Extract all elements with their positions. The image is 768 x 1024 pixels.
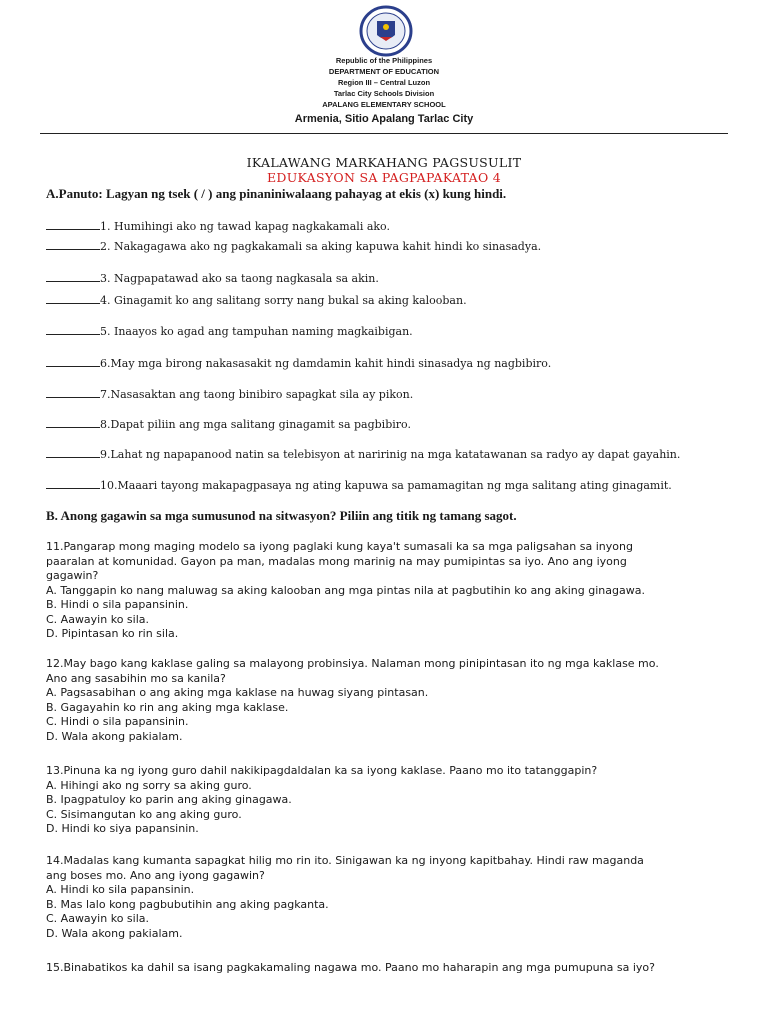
question-text: gagawin? [46, 569, 99, 582]
question-text: Ano ang sasabihin mo sa kanila? [46, 671, 226, 685]
list-item: 9.Lahat ng napapanood natin sa telebisyon at naririnig na mga katatawanan sa radyo ay dapat gayahin. [46, 448, 680, 461]
choice-d[interactable]: D. Pipintasan ko rin sila. [46, 627, 179, 640]
list-item: 2. Nakagagawa ako ng pagkakamali sa aking kapuwa kahit hindi ko sinasadya. [46, 240, 541, 253]
choice-d[interactable]: D. Wala akong pakialam. [46, 729, 183, 743]
list-item: 1. Humihingi ako ng tawad kapag nagkakamali ako. [46, 220, 390, 233]
part-b-directions: B. Anong gagawin sa mga sumusunod na sitwasyon? Piliin ang titik ng tamang sagot. [46, 508, 517, 523]
exam-subtitle: EDUKASYON SA PAGPAPAKATAO 4 [266, 170, 502, 185]
part-a-directions: A.Panuto: Lagyan ng tsek ( / ) ang pinaniniwalaang pahayag at ekis (x) kung hindi. [46, 186, 507, 201]
question-13 [46, 764, 726, 837]
header-line: Region III – Central Luzon [337, 78, 431, 87]
question-12 [46, 657, 726, 744]
choice-b[interactable]: B. Hindi o sila papansinin. [46, 598, 189, 611]
header-divider [40, 133, 728, 134]
choice-b[interactable]: B. Ipagpatuloy ko parin ang aking ginagawa. [46, 793, 292, 806]
header-line: DEPARTMENT OF EDUCATION [328, 67, 440, 76]
question-text: 13.Pinuna ka ng iyong guro dahil nakikipagdaldalan ka sa iyong kaklase. Paano mo ito tatanggapin? [46, 764, 598, 777]
school-address: Armenia, Sitio Apalang Tarlac City [294, 113, 474, 125]
list-item: 8.Dapat piliin ang mga salitang ginagamit sa pagbibiro. [46, 418, 411, 431]
list-item: 10.Maaari tayong makapagpasaya ng ating kapuwa sa pamamagitan ng mga salitang ating ginagamit. [46, 479, 672, 492]
list-item: 5. Inaayos ko agad ang tampuhan naming magkaibigan. [46, 325, 413, 338]
answer-blank[interactable] [46, 325, 100, 335]
question-text: 15.Binabatikos ka dahil sa isang pagkakamaling nagawa mo. Paano mo haharapin ang mga pumupuna sa iyo? [46, 961, 655, 974]
question-text: paaralan at komunidad. Gayon pa man, madalas mong marinig na may pumipintas sa iyo. Ano ang iyong [46, 554, 627, 568]
answer-blank[interactable] [46, 220, 100, 230]
question-11 [46, 540, 726, 642]
choice-c[interactable]: C. Aawayin ko sila. [46, 912, 149, 925]
header-line: Republic of the Philippines [335, 56, 433, 65]
question-text: 14.Madalas kang kumanta sapagkat hilig mo rin ito. Sinigawan ka ng inyong kapitbahay. Hindi raw maganda [46, 854, 644, 867]
choice-d[interactable]: D. Wala akong pakialam. [46, 926, 183, 940]
choice-a[interactable]: A. Hindi ko sila papansinin. [46, 883, 195, 896]
answer-blank[interactable] [46, 388, 100, 398]
list-item: 7.Nasasaktan ang taong binibiro sapagkat sila ay pikon. [46, 388, 413, 401]
choice-c[interactable]: C. Hindi o sila papansinin. [46, 715, 189, 728]
question-text: ang boses mo. Ano ang iyong gagawin? [46, 868, 265, 882]
answer-blank[interactable] [46, 418, 100, 428]
answer-blank[interactable] [46, 479, 100, 489]
list-item: 4. Ginagamit ko ang salitang sorry nang bukal sa aking kalooban. [46, 294, 467, 307]
list-item: 3. Nagpapatawad ako sa taong nagkasala sa akin. [46, 272, 379, 285]
choice-b[interactable]: B. Mas lalo kong pagbubutihin ang aking pagkanta. [46, 897, 329, 911]
answer-blank[interactable] [46, 357, 100, 367]
header-line: Tarlac City Schools Division [333, 89, 435, 98]
answer-blank[interactable] [46, 448, 100, 458]
question-text: 11.Pangarap mong maging modelo sa iyong paglaki kung kaya't sumasali ka sa mga paligsahan sa inyong [46, 540, 633, 553]
choice-a[interactable]: A. Tanggapin ko nang maluwag sa aking kalooban ang mga pintas nila at pagbutihin ko ang aking ginagawa. [46, 583, 645, 597]
answer-blank[interactable] [46, 294, 100, 304]
answer-blank[interactable] [46, 272, 100, 282]
choice-c[interactable]: C. Sisimangutan ko ang aking guro. [46, 807, 242, 821]
choice-a[interactable]: A. Pagsasabihan o ang aking mga kaklase na huwag siyang pintasan. [46, 686, 429, 699]
choice-b[interactable]: B. Gagayahin ko rin ang aking mga kaklase. [46, 700, 289, 714]
list-item: 6.May mga birong nakasasakit ng damdamin kahit hindi sinasadya ng nagbibiro. [46, 357, 551, 370]
question-15 [46, 961, 726, 976]
question-text: 12.May bago kang kaklase galing sa malayong probinsiya. Nalaman mong pinipintasan ito ng mga kaklase mo. [46, 657, 659, 670]
choice-d[interactable]: D. Hindi ko siya papansinin. [46, 822, 199, 835]
answer-blank[interactable] [46, 240, 100, 250]
choice-c[interactable]: C. Aawayin ko sila. [46, 612, 149, 626]
deped-seal-logo [351, 5, 421, 57]
school-name: APALANG ELEMENTARY SCHOOL [322, 100, 446, 109]
question-14 [46, 854, 726, 941]
exam-title: IKALAWANG MARKAHANG PAGSUSULIT [246, 155, 522, 170]
choice-a[interactable]: A. Hihingi ako ng sorry sa aking guro. [46, 778, 252, 792]
